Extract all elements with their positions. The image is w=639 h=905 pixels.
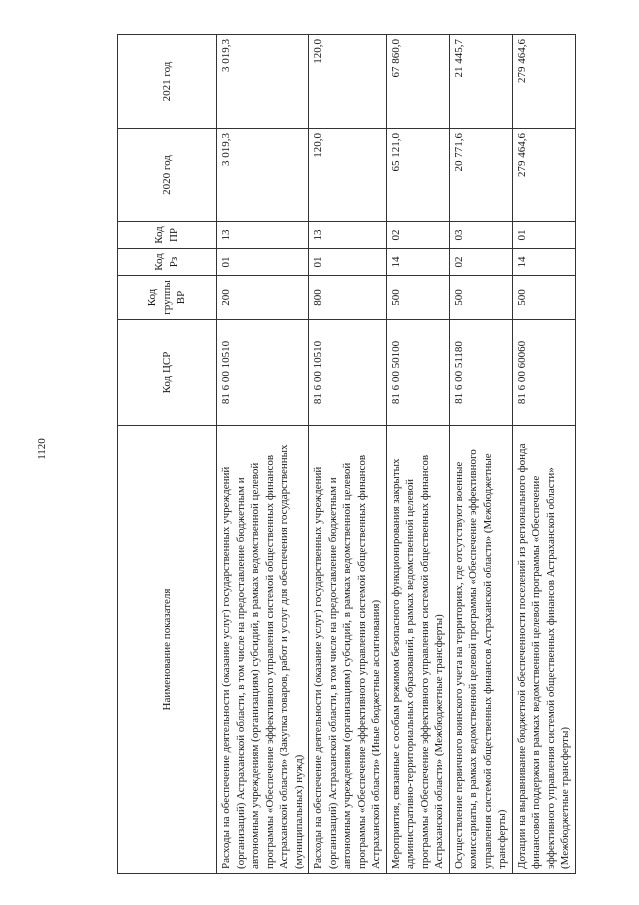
row-2020: 279 464,6 [512,129,575,222]
row-vr: 500 [449,276,512,320]
row-csr: 81 6 00 51180 [449,320,512,426]
row-vr: 200 [217,276,309,320]
row-csr: 81 6 00 10510 [217,320,309,426]
row-csr: 81 6 00 60060 [512,320,575,426]
header-pr: Код ПР [118,222,217,249]
row-pr: 02 [386,222,449,249]
header-2021: 2021 год [118,35,217,129]
row-2021: 279 464,6 [512,35,575,129]
row-pr: 01 [512,222,575,249]
row-rz: 01 [309,249,387,276]
row-vr: 800 [309,276,387,320]
row-2020: 120,0 [309,129,387,222]
row-2021: 120,0 [309,35,387,129]
row-2020: 65 121,0 [386,129,449,222]
row-rz: 01 [217,249,309,276]
table-row [309,35,387,874]
row-name: Осуществление первичного воинского учета на территориях, где отсутствуют военные комиссариаты, в рамках ведомственной целевой программы «Обеспечение эффективного управления системой общественных финансов Астраханской области» (Межбюджетные трансферты) [449,426,512,874]
table-row [217,35,309,874]
page-number: 1120 [35,438,48,460]
rotated-page [117,35,608,874]
row-csr: 81 6 00 50100 [386,320,449,426]
row-name: Расходы на обеспечение деятельности (оказание услуг) государственных учреждений (организаций) Астраханской области, в том числе на предоставление бюджетным и автономным учреждениям (организациям) субсидий, в рамках ведомственной целевой программы «Обеспечение эффективного управления системой общественных финансов Астраханской области» (Закупка товаров, работ и услуг для обеспечения государственных (муниципальных) нужд) [217,426,309,874]
row-csr: 81 6 00 10510 [309,320,387,426]
header-2020: 2020 год [118,129,217,222]
row-name: Расходы на обеспечение деятельности (оказание услуг) государственных учреждений (организаций) Астраханской области, в том числе на предоставление бюджетным и автономным учреждениям (организациям) субсидий, в рамках ведомственной целевой программы «Обеспечение эффективного управления системой общественных финансов Астраханской области» (Иные бюджетные ассигнования) [309,426,387,874]
table-row [449,35,512,874]
budget-table [117,34,576,874]
table-header-row [118,35,217,874]
row-rz: 14 [512,249,575,276]
row-pr: 13 [309,222,387,249]
row-pr: 13 [217,222,309,249]
header-csr: Код ЦСР [118,320,217,426]
table-row [512,35,575,874]
row-rz: 14 [386,249,449,276]
row-2020: 20 771,6 [449,129,512,222]
row-2021: 21 445,7 [449,35,512,129]
header-name: Наименование показателя [118,426,217,874]
row-vr: 500 [512,276,575,320]
row-name: Дотации на выравнивание бюджетной обеспеченности поселений из регионального фонда финансовой поддержки в рамках ведомственной целевой программы «Обеспечение эффективного управления системой общественных финансов Астраханской области» (Межбюджетные трансферты) [512,426,575,874]
row-2021: 67 860,0 [386,35,449,129]
header-rz: Код Рз [118,249,217,276]
row-2021: 3 019,3 [217,35,309,129]
row-2020: 3 019,3 [217,129,309,222]
row-name: Мероприятия, связанные с особым режимом безопасного функционирования закрытых административно-территориальных образований, в рамках ведомственной целевой программы «Обеспечение эффективного управления системой общественных финансов Астраханской области» (Межбюджетные трансферты) [386,426,449,874]
table-row [386,35,449,874]
header-vr: Код группы ВР [118,276,217,320]
row-rz: 02 [449,249,512,276]
row-vr: 500 [386,276,449,320]
row-pr: 03 [449,222,512,249]
